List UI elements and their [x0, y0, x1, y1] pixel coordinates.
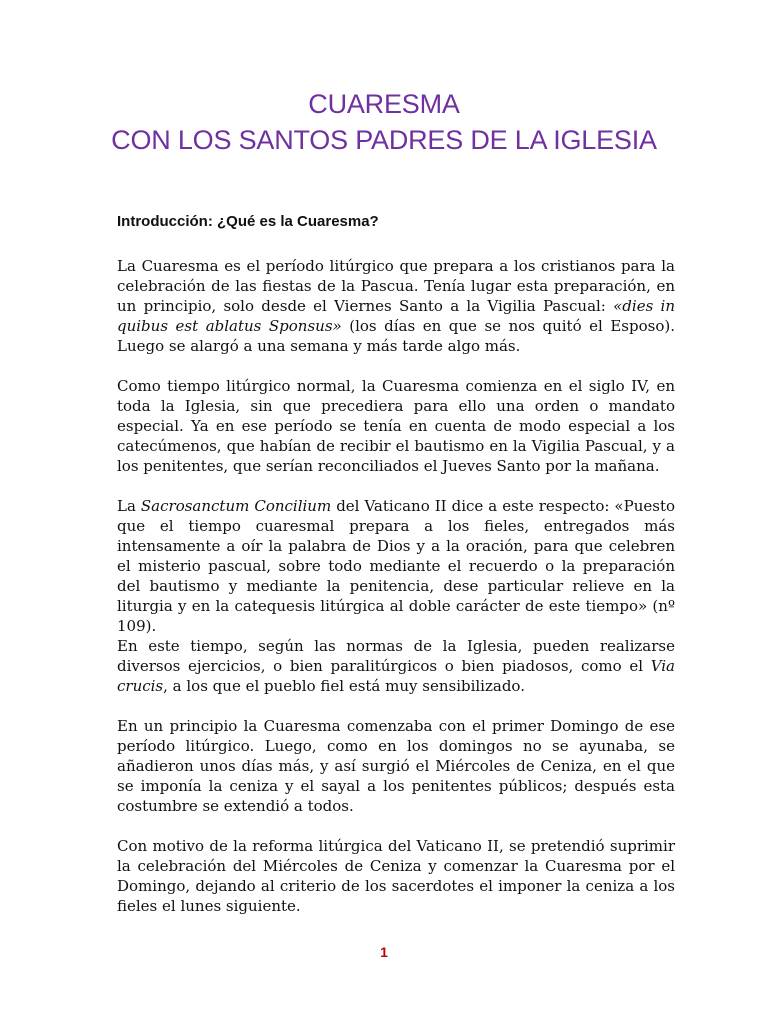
paragraph-5: En un principio la Cuaresma comenzaba con el primer Domingo de ese período litúrgico. Luego, como en los domingos no se ayunaba, se añadieron unos días más, y así surgió el Miércoles de Ceniza, en el que se imponía la ceniza y el sayal a los penitentes públicos; después esta costumbre se extendió a todos. [117, 717, 675, 815]
page-number: 1 [380, 944, 388, 960]
paragraph-4-italic: Via crucis [117, 657, 675, 695]
title-line-1: CUARESMA [308, 89, 460, 119]
paragraph-3-text-a: La [117, 497, 141, 515]
paragraph-4-text-a: En este tiempo, según las normas de la Iglesia, pueden realizarse diversos ejercicios, o bien paralitúrgicos o bien piadosos, como el [117, 637, 675, 675]
paragraph-4 [117, 636, 675, 696]
paragraph-3 [117, 496, 675, 636]
paragraph-1-text-c: (los días en que se nos quitó el Esposo). Luego se alargó a una semana y más tarde algo más. [117, 317, 675, 355]
paragraph-3-italic: Sacrosanctum Concilium [140, 497, 332, 515]
title-line-2: CON LOS SANTOS PADRES DE LA IGLESIA [111, 125, 657, 155]
paragraph-2: Como tiempo litúrgico normal, la Cuaresma comienza en el siglo IV, en toda la Iglesia, sin que precediera para ello una orden o mandato especial. Ya en ese período se tenía en cuenta de modo especial a los catecúmenos, que habían de recibir el bautismo en la Vigilia Pascual, y a los penitentes, que serían reconciliados el Jueves Santo por la mañana. [117, 377, 675, 475]
paragraph-1-italic: «dies in quibus est ablatus Sponsus» [117, 297, 675, 335]
body-text [117, 256, 675, 936]
paragraph-6: Con motivo de la reforma litúrgica del Vaticano II, se pretendió suprimir la celebración del Miércoles de Ceniza y comenzar la Cuaresma por el Domingo, dejando al criterio de los sacerdotes el imponer la ceniza a los fieles el lunes siguiente. [117, 837, 675, 915]
paragraph-4-text-c: , a los que el pueblo fiel está muy sensibilizado. [163, 677, 525, 695]
paragraph-3-text-c: del Vaticano II dice a este respecto: «Puesto que el tiempo cuaresmal prepara a los fieles, entregados más intensamente a oír la palabra de Dios y a la oración, para que celebren el misterio pascual, sobre todo mediante el recuerdo o la preparación del bautismo y mediante la penitencia, dese particular relieve en la liturgia y en la catequesis litúrgica al doble carácter de este tiempo» (nº 109). [117, 497, 675, 635]
section-heading: Introducción: ¿Qué es la Cuaresma? [117, 213, 379, 230]
paragraph-1-text-a: La Cuaresma es el período litúrgico que prepara a los cristianos para la celebración de las fiestas de la Pascua. Tenía lugar esta preparación, en un principio, solo desde el Viernes Santo a la Vigilia Pascual: [117, 257, 675, 315]
paragraph-1 [117, 256, 675, 356]
